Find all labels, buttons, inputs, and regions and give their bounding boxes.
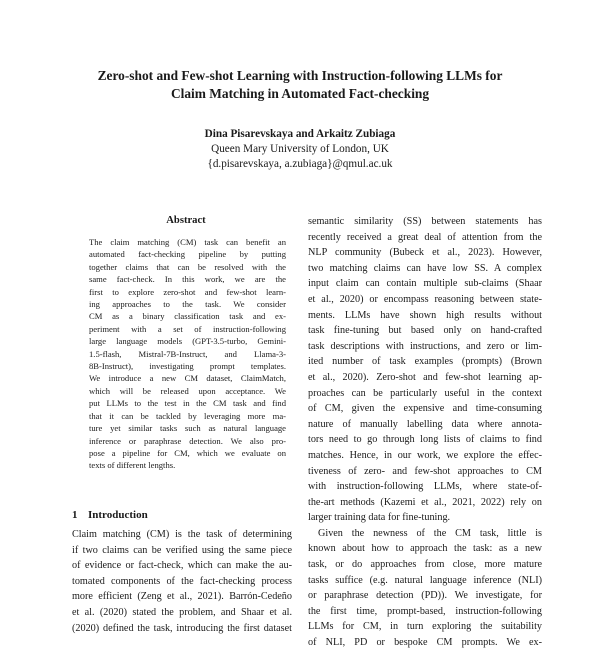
- text-line: tomated components of the fact-checking process: [72, 575, 292, 587]
- text-line: which will be released upon acceptance. We: [89, 385, 286, 396]
- text-line: automated fact-checking pipeline by putting: [89, 249, 286, 260]
- text-line: nature of manually labelling data where annota-: [308, 418, 542, 430]
- text-line: task, or do approaches from close, more mature: [308, 559, 542, 571]
- text-line: et al. (2020) stated the problem, and Shaar et al.: [72, 606, 292, 618]
- text-line: semantic similarity (SS) between statements has: [308, 216, 542, 227]
- text-line: of evidence or fact-check, which can make the au-: [72, 560, 292, 572]
- text-line: ments. LLMs have shown high results without: [308, 309, 542, 321]
- author-block: [100, 127, 500, 172]
- text-line: of CM, given the expensive and time-consuming: [308, 403, 542, 415]
- affiliation: Queen Mary University of London, UK: [211, 143, 389, 155]
- text-line: tasks suffice (e.g. natural language inference (NLI): [308, 574, 542, 586]
- title-line: Claim Matching in Automated Fact-checking: [170, 86, 430, 101]
- text-line: tiveness of zero- and few-shot approaches to CM: [308, 465, 542, 477]
- text-line: the first time, prompt-based, instruction-following: [308, 605, 542, 617]
- text-line: Given the newness of the CM task, little is: [318, 527, 542, 539]
- text-line: more efficient (Zeng et al., 2021). Barrón-Cedeño: [72, 591, 292, 603]
- text-line: that it can be tackled by leveraging more ma-: [89, 410, 286, 421]
- right-column: [308, 214, 542, 651]
- text-line: same fact-check. In this work, we are the: [89, 274, 286, 285]
- introduction-body: [72, 527, 292, 636]
- text-line: or paraphrase detection (PD)). We investigate, for: [308, 590, 542, 602]
- text-line: if two claims can be verified using the same piece: [72, 544, 292, 556]
- text-line: periment with a set of instruction-following: [89, 323, 286, 334]
- text-line: LLMs for CM, in turn exploring the suitability: [308, 621, 542, 633]
- section-heading: [72, 508, 148, 522]
- text-line: The claim matching (CM) task can benefit an: [89, 237, 286, 247]
- text-line: with instruction-following LLMs, where state-of-: [308, 481, 542, 493]
- text-line: larger training data for fine-tuning.: [308, 512, 451, 524]
- text-line: of NLI, PD or bespoke CM prompts. We ex-: [308, 637, 542, 649]
- text-line: put LLMs to the test in the CM task and find: [89, 398, 286, 409]
- text-line: et al., 2020) or encompass reasoning between state-: [308, 293, 542, 305]
- right-paragraph-2: [308, 526, 542, 651]
- text-line: 8B-Instruct), investigating prompt templates.: [89, 361, 286, 372]
- text-line: (2020) defined the task, introducing the first dataset: [72, 622, 292, 634]
- right-paragraph-1: [308, 214, 542, 526]
- text-line: NLP community (Bubeck et al., 2023). However,: [308, 247, 542, 259]
- text-line: We introduce a new CM dataset, ClaimMatch,: [89, 373, 286, 384]
- left-column: [72, 214, 292, 472]
- text-line: et al., 2020). Zero-shot and few-shot learning ap-: [308, 371, 542, 383]
- text-line: task descriptions with instructions, and zero or lim-: [308, 340, 542, 352]
- text-line: inference or paraphrase detection. We also pro-: [89, 435, 286, 446]
- paper-title: [60, 67, 540, 103]
- text-line: recently received a great deal of attention from the: [308, 231, 542, 243]
- text-line: input claim can contain multiple sub-claims (Shaar: [308, 278, 542, 290]
- text-line: ture yet similar tasks such as natural language: [89, 423, 286, 434]
- text-line: CM as a binary classification task and ex-: [89, 311, 286, 322]
- text-line: together claims that can be resolved with the: [89, 261, 286, 272]
- text-line: Claim matching (CM) is the task of determining: [72, 529, 292, 540]
- author-email: {d.pisarevskaya, a.zubiaga}@qmul.ac.uk: [207, 158, 393, 170]
- section-number: 1: [72, 509, 78, 521]
- text-line: the-art methods (Kazemi et al., 2021, 2022) rely on: [308, 496, 542, 508]
- text-line: large language models (GPT-3.5-turbo, Gemini-: [89, 336, 286, 347]
- abstract-body: [72, 236, 292, 472]
- title-line: Zero-shot and Few-shot Learning with Instruction-following LLMs for: [97, 68, 503, 83]
- text-line: known about how to approach the task: as a new: [308, 543, 542, 555]
- text-line: task fine-tuning but based only on hand-crafted: [308, 325, 542, 337]
- author-names: Dina Pisarevskaya and Arkaitz Zubiaga: [204, 128, 396, 140]
- text-line: two matching claims can have low SS. A complex: [308, 262, 542, 274]
- text-line: proaches can be particularly useful in the context: [308, 387, 542, 399]
- text-line: ited number of task examples (prompts) (Brown: [308, 356, 542, 368]
- text-line: tors need to go through long lists of claims to find: [308, 434, 542, 446]
- text-line: texts of different lengths.: [89, 460, 176, 471]
- text-line: 1.5-flash, Mistral-7B-Instruct, and Llama-3-: [89, 348, 286, 359]
- section-title: Introduction: [88, 509, 148, 521]
- abstract-heading: Abstract: [166, 215, 206, 226]
- text-line: ing approaches to the task. We consider: [89, 299, 286, 310]
- text-line: pose a pipeline for CM, which we evaluate on: [89, 447, 286, 458]
- text-line: matches. Hence, in our work, we explore the effec-: [308, 449, 542, 461]
- text-line: first to explore zero-shot and few-shot learn-: [89, 286, 286, 297]
